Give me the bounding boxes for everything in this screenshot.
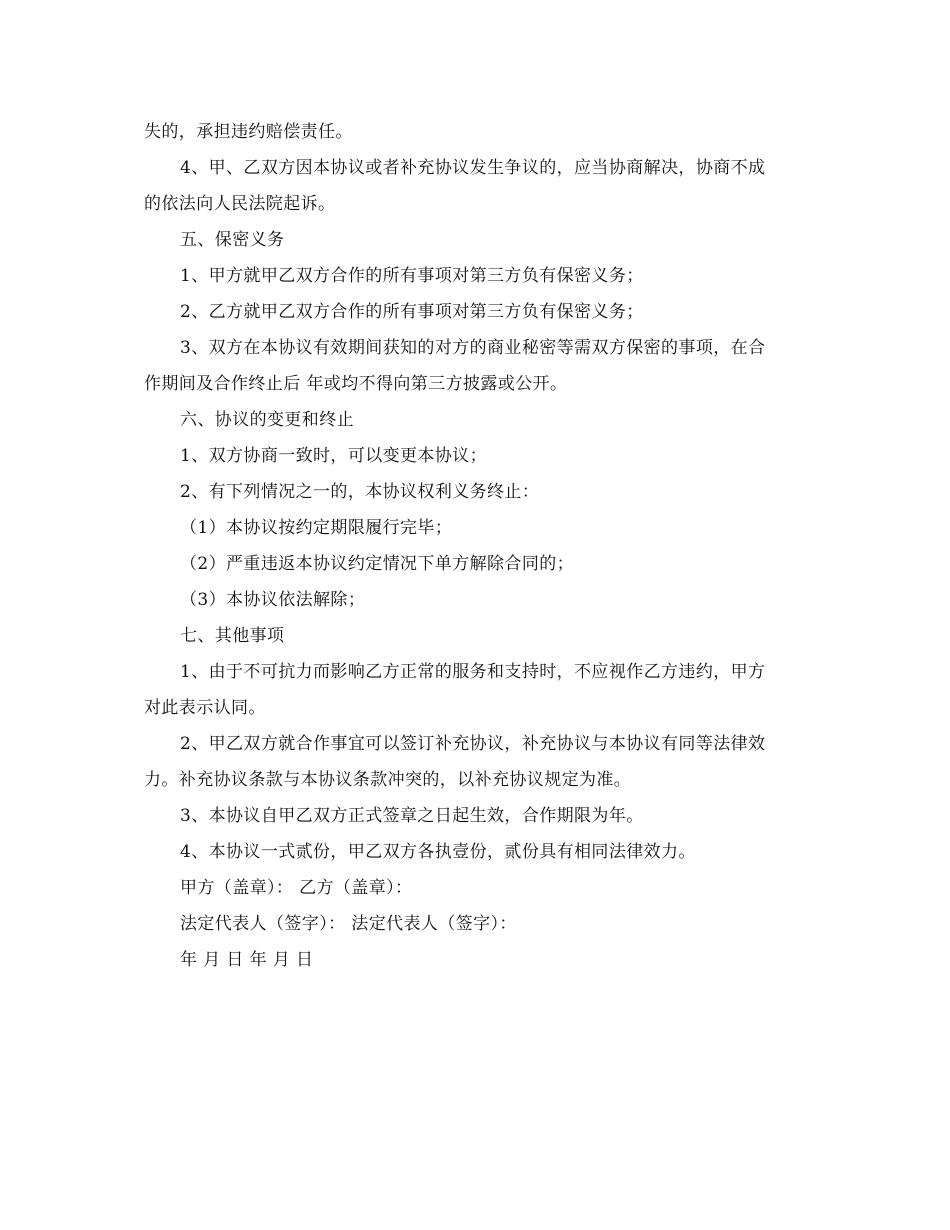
paragraph-supplementary-agreement	[144, 726, 808, 798]
text-line: 年 月 日 年 月 日	[180, 950, 314, 970]
signature-representative-line	[144, 906, 808, 942]
text-line: 4、甲、乙双方因本协议或者补充协议发生争议的，应当协商解决，协商不成	[180, 158, 766, 178]
text-line: 3、双方在本协议有效期间获知的对方的商业秘密等需双方保密的事项，在合	[180, 338, 766, 358]
text-line: 1、甲方就甲乙双方合作的所有事项对第三方负有保密义务；	[180, 266, 644, 286]
list-item-termination-2	[144, 546, 808, 582]
paragraph-termination-conditions	[144, 474, 808, 510]
text-line: 对此表示认同。	[144, 698, 266, 718]
section-heading-other-matters	[144, 618, 808, 654]
paragraph-change-by-agreement	[144, 438, 808, 474]
paragraph-breach-liability-end	[144, 114, 808, 150]
signature-seal-line	[144, 870, 808, 906]
text-line: 2、乙方就甲乙双方合作的所有事项对第三方负有保密义务；	[180, 302, 644, 322]
text-line: 3、本协议自甲乙双方正式签章之日起生效，合作期限为年。	[180, 806, 644, 826]
section-heading-change-termination	[144, 402, 808, 438]
section-heading: 五、保密义务	[180, 230, 285, 250]
document-body	[144, 114, 808, 978]
text-line: （3）本协议依法解除；	[180, 590, 366, 610]
paragraph-effective-date	[144, 798, 808, 834]
signature-date-line	[144, 942, 808, 978]
text-line: 甲方（盖章）： 乙方（盖章）：	[180, 878, 413, 898]
text-line: 失的，承担违约赔偿责任。	[144, 122, 353, 142]
list-item-termination-1	[144, 510, 808, 546]
text-line: 2、甲乙双方就合作事宜可以签订补充协议，补充协议与本协议有同等法律效	[180, 734, 766, 754]
section-heading: 七、其他事项	[180, 626, 285, 646]
text-line: 1、由于不可抗力而影响乙方正常的服务和支持时，不应视作乙方违约，甲方	[180, 662, 766, 682]
text-line: （1）本协议按约定期限履行完毕；	[180, 518, 453, 538]
section-heading: 六、协议的变更和终止	[180, 410, 354, 430]
text-line: （2）严重违返本协议约定情况下单方解除合同的；	[180, 554, 575, 574]
text-line: 作期间及合作终止后 年或均不得向第三方披露或公开。	[144, 374, 568, 394]
paragraph-trade-secrets	[144, 330, 808, 402]
text-line: 1、双方协商一致时，可以变更本协议；	[180, 446, 488, 466]
paragraph-confidentiality-party-a	[144, 258, 808, 294]
section-heading-confidentiality	[144, 222, 808, 258]
list-item-termination-3	[144, 582, 808, 618]
text-line: 法定代表人（签字）： 法定代表人（签字）：	[180, 914, 517, 934]
paragraph-dispute-resolution	[144, 150, 808, 222]
paragraph-force-majeure	[144, 654, 808, 726]
text-line: 2、有下列情况之一的，本协议权利义务终止：	[180, 482, 540, 502]
paragraph-confidentiality-party-b	[144, 294, 808, 330]
paragraph-copies	[144, 834, 808, 870]
text-line: 的依法向人民法院起诉。	[144, 194, 336, 214]
text-line: 4、本协议一式贰份，甲乙双方各执壹份，贰份具有相同法律效力。	[180, 842, 696, 862]
text-line: 力。补充协议条款与本协议条款冲突的，以补充协议规定为准。	[144, 770, 632, 790]
